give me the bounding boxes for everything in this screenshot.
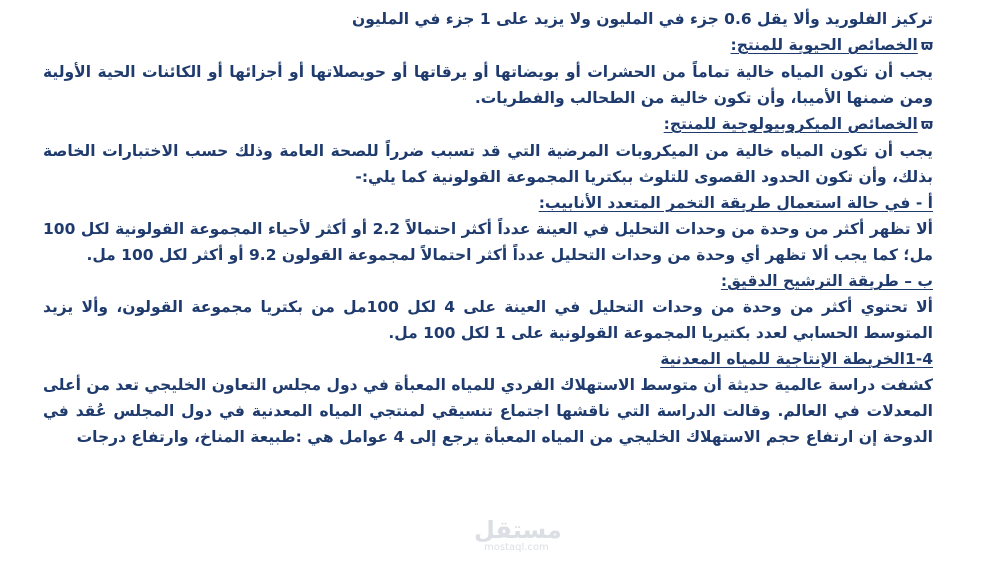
subsection-a-heading: أ - في حالة استعمال طريقة التخمر المتعدد الأنابيب: (538, 194, 933, 212)
subsection-a-paragraph: ألا تظهر أكثر من وحدة من وحدات التحليل في العينة عدداً أكثر احتمالاً 2.2 أو أكثر لأحياء المجموعة القولونية لكل 100 مل؛ كما يجب ألا تظهر أي وحدة من وحدات التحليل عدداً أكثر احتمالاً لمجموعة القولون 9.2 أو أكثر لكل 100 مل. (43, 220, 933, 264)
production-map-heading-line (43, 346, 933, 372)
bullet-icon: ϖ (920, 117, 933, 133)
bullet-icon: ϖ (920, 38, 933, 54)
biological-heading (731, 36, 933, 54)
watermark-text: مستقل (474, 516, 562, 544)
subsection-a-heading-line (43, 190, 933, 216)
microbiological-heading (664, 115, 933, 133)
microbiological-heading-line (43, 111, 933, 138)
biological-paragraph: يجب أن تكون المياه خالية تماماً من الحشرات أو بويضاتها أو يرقاتها أو حويصلاتها أو أجزائها أو الكائنات الحية الأولية ومن ضمنها الأميبا، وأن تكون خالية من الطحالب والفطريات. (43, 63, 933, 107)
fluoride-line: تركيز الفلوريد وألا يقل 0.6 جزء في المليون ولا يزيد على 1 جزء في المليون (351, 10, 933, 28)
production-map-paragraph: كشفت دراسة عالمية حديثة أن متوسط الاستهلاك الفردي للمياه المعبأة في دول مجلس التعاون الخليجي تعد من أعلى المعدلات في العالم. وقالت الدراسة التي ناقشها اجتماع تنسيقي لمنتجي المياه المعدنية في دول المجلس عُقد في الدوحة إن ارتفاع حجم الاستهلاك الخليجي من المياه المعبأة يرجع إلى 4 عوامل هي :طبيعة المناخ، وارتفاع درجات (43, 376, 933, 446)
subsection-b-paragraph: ألا تحتوي أكثر من وحدة من وحدات التحليل في العينة على 4 لكل 100مل من بكتريا مجموعة القولون، وألا يزيد المتوسط الحسابي لعدد بكتيريا المجموعة القولونية على 1 لكل 100 مل. (43, 298, 933, 342)
microbiological-heading-text: الخصائص الميكروبيولوجية للمنتج: (663, 115, 918, 133)
subsection-b-heading: ب – طريقة الترشيح الدقيق: (720, 272, 933, 290)
watermark-logo (468, 516, 562, 556)
biological-heading-line (43, 32, 933, 59)
subsection-b-heading-line (43, 268, 933, 294)
microbiological-paragraph: يجب أن تكون المياه خالية من الميكروبات المرضية التي قد تسبب ضرراً للصحة العامة وذلك حسب الاختبارات الخاصة بذلك، وأن تكون الحدود القصوى للتلوث ببكتريا المجموعة القولونية كما يلي:- (43, 142, 933, 186)
biological-heading-text: الخصائص الحيوية للمنتج: (730, 36, 918, 54)
document-body (43, 6, 933, 450)
watermark-url: mostaql.com (484, 542, 549, 553)
production-map-heading: 1-4الخريطة الإنتاجية للمياه المعدنية (660, 350, 933, 368)
